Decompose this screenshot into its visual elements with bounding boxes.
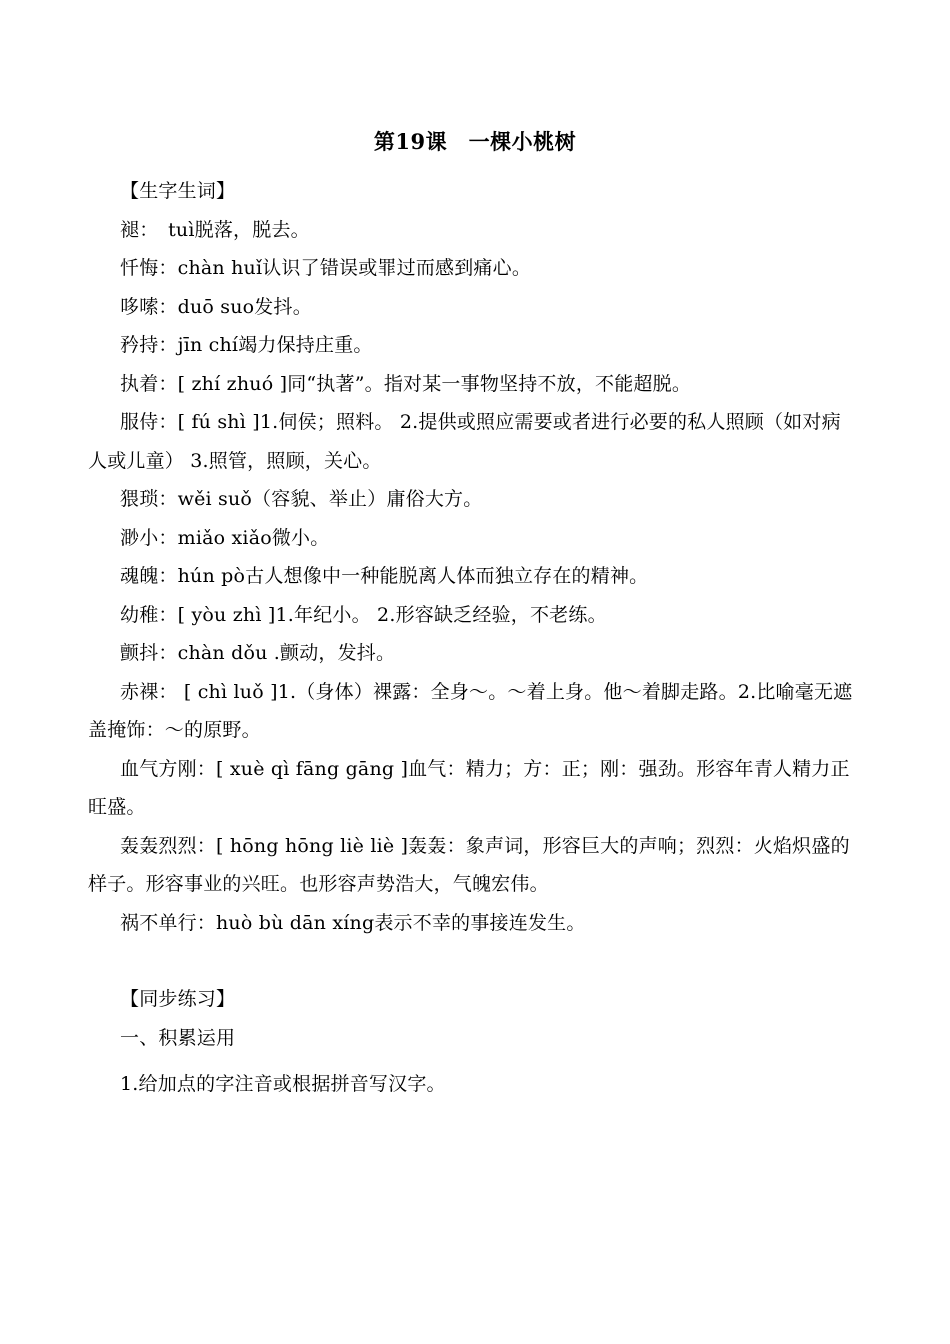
question-item: 1.给加点的字注音或根据拼音写汉字。 bbox=[120, 1073, 446, 1095]
vocab-entry: 轰轰烈烈：[ hōng hōng liè liè ]轰轰：象声词，形容巨大的声响；烈烈：火焰炽盛的样子。形容事业的兴旺。也形容声势浩大，气魄宏伟。 bbox=[88, 834, 850, 895]
vocab-entry: 祸不单行：huò bù dān xíng表示不幸的事接连发生。 bbox=[120, 911, 586, 934]
vocab-entry: 幼稚：[ yòu zhì ]1.年纪小。 2.形容缺乏经验，不老练。 bbox=[120, 603, 607, 626]
vocab-entry: 猥琐：wěi suǒ（容貌、举止）庸俗大方。 bbox=[120, 488, 483, 510]
practice-heading: 【同步练习】 bbox=[120, 988, 236, 1010]
vocab-entry: 赤裸： [ chì luǒ ]1.（身体）裸露：全身～。～着上身。他～着脚走路。2.比喻毫无遮盖掩饰：～的原野。 bbox=[88, 680, 853, 741]
vocab-entry: 忏悔：chàn huǐ认识了错误或罪过而感到痛心。 bbox=[120, 257, 532, 279]
vocab-entry: 褪： tuì脱落，脱去。 bbox=[120, 218, 310, 241]
vocab-entry: 颤抖：chàn dǒu .颤动，发抖。 bbox=[120, 642, 396, 664]
vocab-heading: 【生字生词】 bbox=[120, 180, 236, 202]
section-spacer bbox=[88, 942, 858, 980]
vocab-entry: 渺小：miǎo xiǎo微小。 bbox=[120, 526, 330, 549]
vocab-entry: 哆嗦：duō suo发抖。 bbox=[120, 295, 312, 318]
vocab-entry: 魂魄：hún pò古人想像中一种能脱离人体而独立存在的精神。 bbox=[120, 565, 649, 587]
vocab-entry: 血气方刚：[ xuè qì fāng gāng ]血气：精力；方：正；刚：强劲。形容年青人精力正旺盛。 bbox=[88, 757, 850, 818]
page-title: 第19课 一棵小桃树 bbox=[373, 129, 577, 154]
vocab-entry: 执着：[ zhí zhuó ]同“执著”。指对某一事物坚持不放，不能超脱。 bbox=[120, 372, 692, 395]
document-body bbox=[88, 172, 858, 1104]
section-heading: 一、积累运用 bbox=[120, 1026, 236, 1049]
vocab-entry: 服侍：[ fú shì ]1.伺侯；照料。 2.提供或照应需要或者进行必要的私人照顾（如对病人或儿童） 3.照管，照顾，关心。 bbox=[88, 411, 841, 472]
vocab-entry: 矜持：jīn chí竭力保持庄重。 bbox=[120, 334, 373, 356]
spacer bbox=[88, 1057, 858, 1065]
